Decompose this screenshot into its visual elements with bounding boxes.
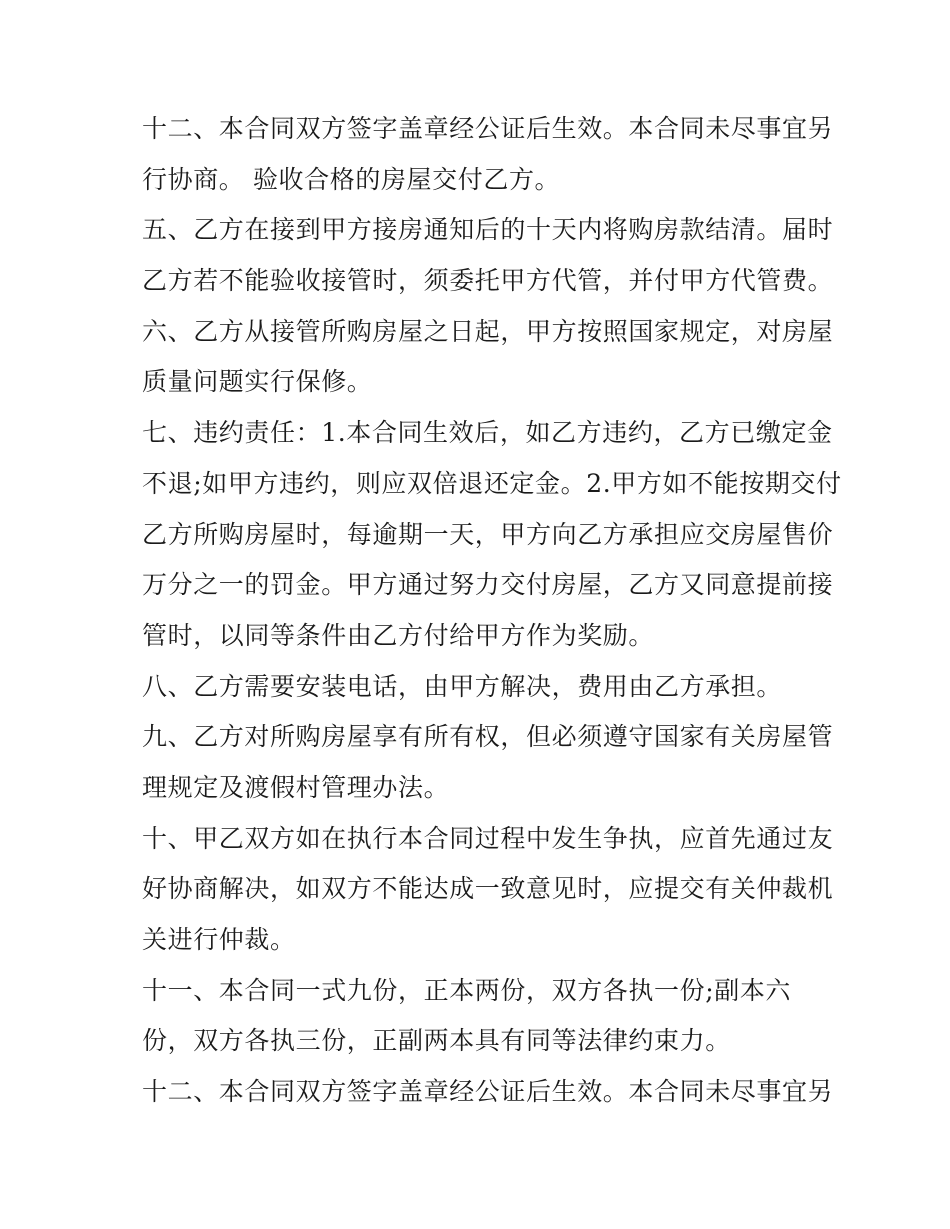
- clause-12-line-2: 行协商。 验收合格的房屋交付乙方。: [142, 164, 561, 194]
- clause-10-line-3: 关进行仲裁。: [142, 925, 296, 954]
- clause-7-line-3: 乙方所购房屋时，每逾期一天，甲方向乙方承担应交房屋售价: [142, 519, 834, 549]
- clause-12-repeat-line-1: 十二、本合同双方签字盖章经公证后生效。本合同未尽事宜另: [142, 1077, 834, 1107]
- clause-6-line-1: 六、乙方从接管所购房屋之日起，甲方按照国家规定，对房屋: [142, 316, 834, 346]
- clause-8-line-1: 八、乙方需要安装电话，由甲方解决，费用由乙方承担。: [142, 671, 783, 701]
- contract-body: [142, 104, 842, 1118]
- clause-5-line-1: 五、乙方在接到甲方接房通知后的十天内将购房款结清。届时: [142, 215, 834, 245]
- clause-7-line-5: 管时，以同等条件由乙方付给甲方作为奖励。: [142, 620, 655, 650]
- clause-9-line-1: 九、乙方对所购房屋享有所有权，但必须遵守国家有关房屋管: [142, 722, 834, 752]
- clause-12-line-1: 十二、本合同双方签字盖章经公证后生效。本合同未尽事宜另: [142, 114, 834, 143]
- clause-6-line-2: 质量问题实行保修。: [142, 367, 373, 397]
- clause-10-line-1: 十、甲乙双方如在执行本合同过程中发生争执，应首先通过友: [142, 823, 834, 853]
- clause-11-line-2: 份，双方各执三份，正副两本具有同等法律约束力。: [142, 1026, 731, 1056]
- clause-7-line-4: 万分之一的罚金。甲方通过努力交付房屋，乙方又同意提前接: [142, 570, 834, 600]
- clause-10-line-2: 好协商解决，如双方不能达成一致意见时，应提交有关仲裁机: [142, 874, 834, 904]
- clause-7-line-2: 不退;如甲方违约，则应双倍退还定金。2.甲方如不能按期交付: [142, 468, 842, 498]
- clause-9-line-2: 理规定及渡假村管理办法。: [142, 772, 450, 802]
- clause-7-line-1: 七、违约责任：1.本合同生效后，如乙方违约，乙方已缴定金: [142, 418, 833, 448]
- clause-11-line-1: 十一、本合同一式九份，正本两份，双方各执一份;副本六: [142, 975, 792, 1005]
- clause-5-line-2: 乙方若不能验收接管时，须委托甲方代管，并付甲方代管费。: [142, 266, 834, 296]
